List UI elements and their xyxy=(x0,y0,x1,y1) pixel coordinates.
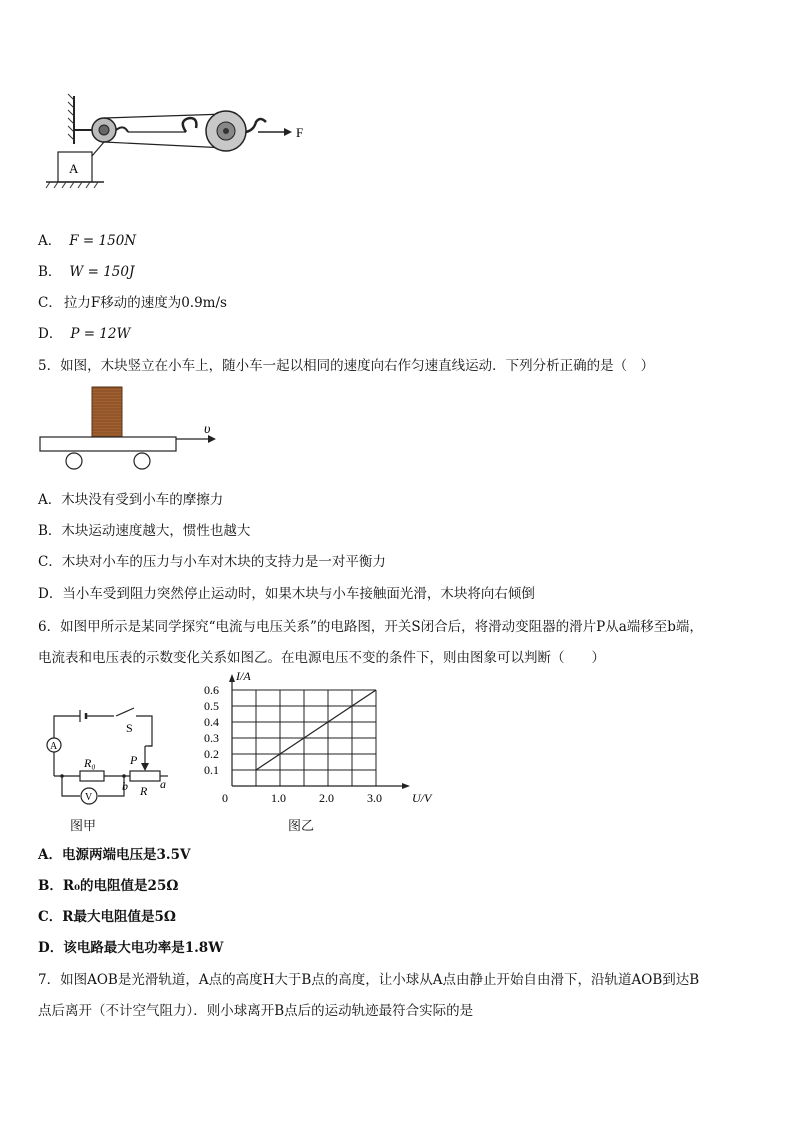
q6-stem-line2: 电流表和电压表的示数变化关系如图乙。在电源电压不变的条件下，则由图象可以判断（ ） xyxy=(38,650,605,666)
wood-block xyxy=(92,387,122,437)
y-tick-label: 0.2 xyxy=(204,747,219,761)
voltmeter-label: V xyxy=(85,792,93,803)
q4-option-a-text: F = 150N xyxy=(69,233,137,249)
series-line xyxy=(256,690,376,770)
q6-option-a-text: 电源两端电压是3.5V xyxy=(61,847,191,863)
q5-option-a-text: 木块没有受到小车的摩擦力 xyxy=(61,492,224,508)
x-axis-label: U/V xyxy=(412,791,432,805)
q5-option-a: A．木块没有受到小车的摩擦力 xyxy=(38,492,224,508)
q6-stem-line1: 6．如图甲所示是某同学探究“电流与电压关系”的电路图，开关S闭合后，将滑动变阻器的滑片P从a端移至b端， xyxy=(38,619,703,635)
q6-option-b-text: R₀的电阻值是25Ω xyxy=(62,878,179,894)
slider-p-label: P xyxy=(130,753,138,767)
q4-option-c-text: 拉力F移动的速度为0.9m/s xyxy=(63,295,227,311)
q6-option-b: B．R₀的电阻值是25Ω xyxy=(38,878,179,894)
pulley-figure xyxy=(36,92,326,192)
y-tick-label: 0.6 xyxy=(204,683,219,697)
x-axis-arrow xyxy=(402,783,410,789)
terminal-b-label: b xyxy=(122,779,128,793)
q6-option-d-text: 该电路最大电功率是1.8W xyxy=(63,940,224,956)
velocity-label: υ xyxy=(204,422,211,437)
block-label: A xyxy=(69,161,79,176)
ammeter-label: A xyxy=(50,741,58,752)
iv-chart xyxy=(196,668,432,813)
cart-figure xyxy=(38,383,228,475)
cart-wheel xyxy=(134,453,150,469)
q6-option-c: C．R最大电阻值是5Ω xyxy=(38,909,176,925)
caption-chart: 图乙 xyxy=(288,819,315,834)
q5-stem: 5．如图，木块竖立在小车上，随小车一起以相同的速度向右作匀速直线运动．下列分析正确的是（ ） xyxy=(38,358,655,374)
q7-stem-line1: 7．如图AOB是光滑轨道，A点的高度H大于B点的高度，让小球从A点由静止开始自由滑下，沿轨道AOB到达B xyxy=(38,972,700,988)
y-tick-label: 0.1 xyxy=(204,763,219,777)
cart-wheel xyxy=(66,453,82,469)
q5-option-b-text: 木块运动速度越大，惯性也越大 xyxy=(61,523,251,539)
x-tick-label: 3.0 xyxy=(367,791,382,805)
q6-option-d: D．该电路最大电功率是1.8W xyxy=(38,940,224,956)
q6-option-a: A．电源两端电压是3.5V xyxy=(38,847,191,863)
q4-option-d: D． P = 12W xyxy=(38,326,131,342)
q7-stem-line2: 点后离开（不计空气阻力）．则小球离开B点后的运动轨迹最符合实际的是 xyxy=(38,1003,474,1019)
y-axis-label: I/A xyxy=(236,669,251,683)
circuit-diagram xyxy=(40,700,180,810)
q5-option-b: B．木块运动速度越大，惯性也越大 xyxy=(38,523,251,539)
x-tick-label: 1.0 xyxy=(271,791,286,805)
q4-option-b-text: W = 150J xyxy=(69,264,135,280)
x-tick-label: 2.0 xyxy=(319,791,334,805)
terminal-a-label: a xyxy=(160,777,166,791)
y-tick-label: 0.4 xyxy=(204,715,219,729)
y-tick-label: 0.3 xyxy=(204,731,219,745)
q4-option-d-text: P = 12W xyxy=(70,326,131,342)
r0-label: R₀ xyxy=(84,756,96,770)
switch-label: S xyxy=(126,721,133,735)
q4-option-a: A． F = 150N xyxy=(38,233,137,249)
q6-option-c-text: R最大电阻值是5Ω xyxy=(62,909,176,925)
q5-option-c: C．木块对小车的压力与小车对木块的支持力是一对平衡力 xyxy=(38,554,386,570)
q5-option-d-text: 当小车受到阻力突然停止运动时，如果木块与小车接触面光滑，木块将向右倾倒 xyxy=(62,586,535,602)
r-label: R xyxy=(140,784,148,798)
q5-option-c-text: 木块对小车的压力与小车对木块的支持力是一对平衡力 xyxy=(61,554,386,570)
q5-option-d: D．当小车受到阻力突然停止运动时，如果木块与小车接触面光滑，木块将向右倾倒 xyxy=(38,586,535,602)
q4-option-b: B． W = 150J xyxy=(38,264,135,280)
y-axis-arrow xyxy=(229,674,235,682)
cart-body xyxy=(40,437,176,451)
origin-label: 0 xyxy=(222,791,228,805)
force-label: F xyxy=(296,125,304,140)
q4-option-c: C． 拉力F移动的速度为0.9m/s xyxy=(38,295,227,311)
caption-circuit: 图甲 xyxy=(70,819,97,834)
y-tick-label: 0.5 xyxy=(204,699,219,713)
